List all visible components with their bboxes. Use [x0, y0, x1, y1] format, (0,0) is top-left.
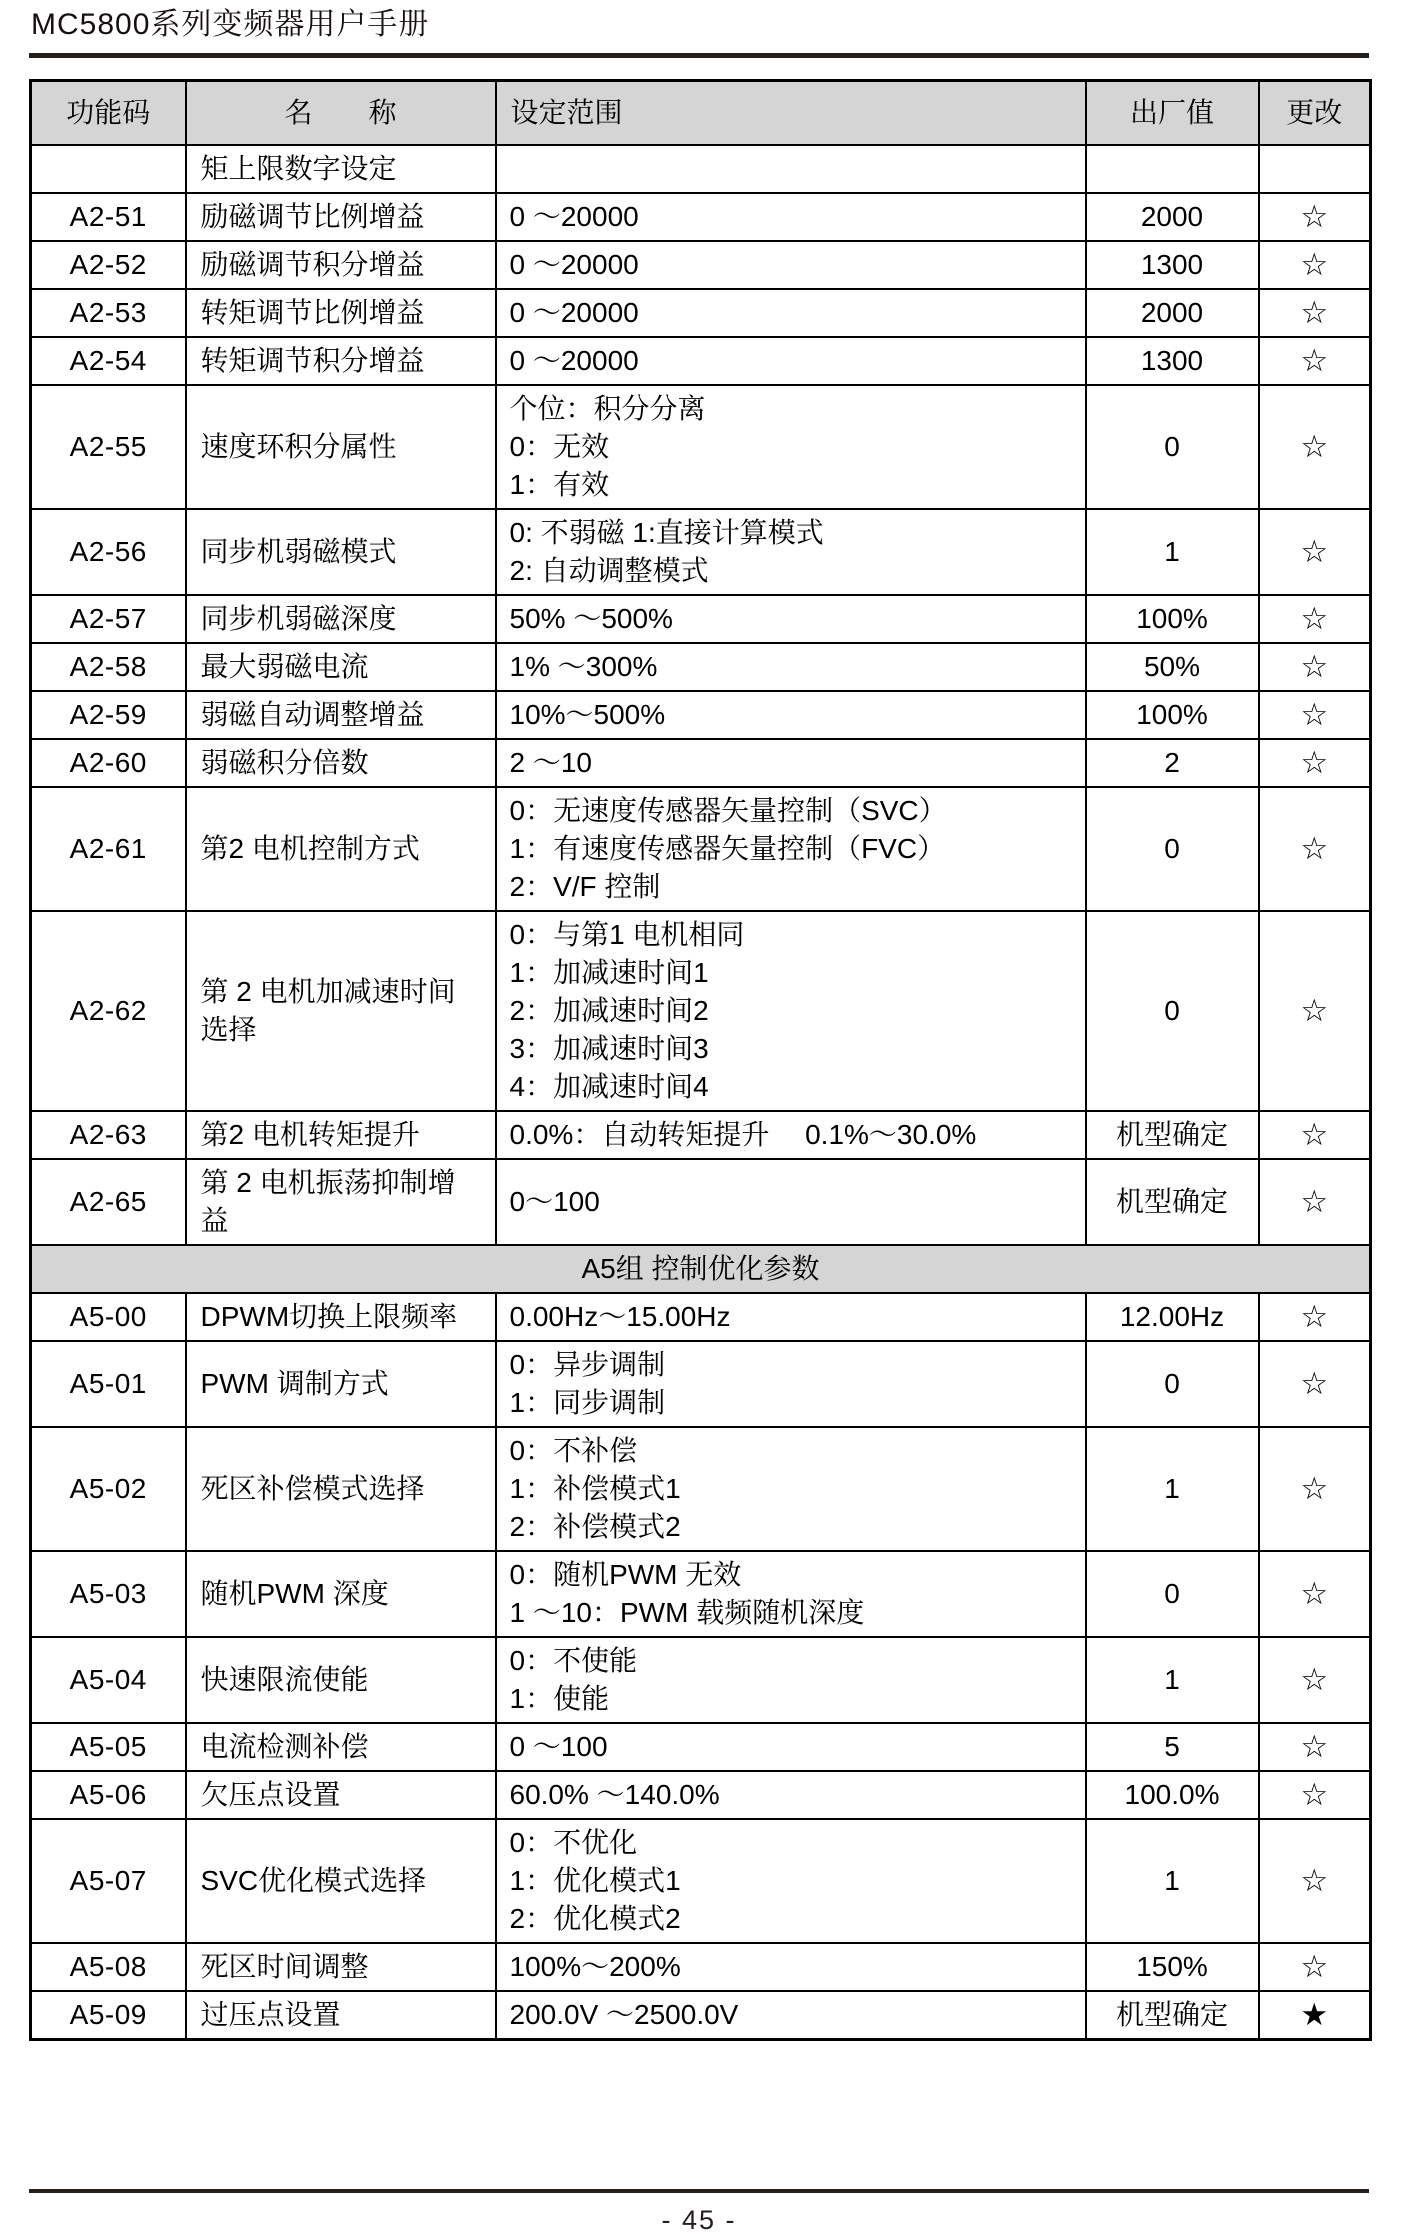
setting-range-cell — [496, 1293, 1086, 1341]
table-row — [31, 643, 1371, 691]
modify-flag-cell: ☆ — [1259, 1427, 1371, 1551]
section-header-label: A5组 控制优化参数 — [31, 1245, 1371, 1293]
table-row — [31, 739, 1371, 787]
setting-range-cell — [496, 1341, 1086, 1427]
function-code-cell: A5-08 — [31, 1943, 186, 1991]
default-value-cell: 0 — [1086, 1551, 1259, 1637]
table-row — [31, 911, 1371, 1111]
param-name-cell: 第2 电机转矩提升 — [186, 1111, 496, 1159]
default-value-cell: 0 — [1086, 1341, 1259, 1427]
setting-range-cell — [496, 241, 1086, 289]
table-row — [31, 1943, 1371, 1991]
range-line: 0～100 — [509, 1186, 600, 1217]
table-row — [31, 385, 1371, 509]
param-name-cell: 电流检测补偿 — [186, 1723, 496, 1771]
range-line: 200.0V ～2500.0V — [509, 1999, 739, 2030]
function-code-cell: A5-04 — [31, 1637, 186, 1723]
table-row — [31, 193, 1371, 241]
function-code-cell: A2-52 — [31, 241, 186, 289]
header-function-code: 功能码 — [31, 81, 186, 146]
modify-flag-cell: ☆ — [1259, 1771, 1371, 1819]
default-value-cell: 100.0% — [1086, 1771, 1259, 1819]
setting-range-cell — [496, 1637, 1086, 1723]
default-value-cell: 50% — [1086, 643, 1259, 691]
param-name-cell: 励磁调节积分增益 — [186, 241, 496, 289]
modify-flag-cell: ☆ — [1259, 595, 1371, 643]
setting-range-cell — [496, 691, 1086, 739]
setting-range-cell — [496, 1771, 1086, 1819]
function-code-cell: A2-63 — [31, 1111, 186, 1159]
modify-flag-cell: ☆ — [1259, 509, 1371, 595]
table-row — [31, 1723, 1371, 1771]
default-value-cell: 100% — [1086, 595, 1259, 643]
param-name-cell: 速度环积分属性 — [186, 385, 496, 509]
modify-flag-cell: ☆ — [1259, 643, 1371, 691]
default-value-cell: 1 — [1086, 1637, 1259, 1723]
range-line: 0：无效 — [509, 431, 610, 462]
modify-flag-cell: ☆ — [1259, 1341, 1371, 1427]
param-name-cell: 弱磁积分倍数 — [186, 739, 496, 787]
range-line: 0.0%：自动转矩提升 0.1%～30.0% — [509, 1119, 977, 1150]
range-line: 0：不优化 — [509, 1827, 638, 1858]
header-setting-range: 设定范围 — [496, 81, 1086, 146]
table-row — [31, 787, 1371, 911]
range-line: 0：异步调制 — [509, 1349, 666, 1380]
table-row — [31, 509, 1371, 595]
setting-range-cell — [496, 289, 1086, 337]
table-row — [31, 1637, 1371, 1723]
default-value-cell: 2 — [1086, 739, 1259, 787]
manual-page — [29, 0, 1369, 2236]
range-line: 0：随机PWM 无效 — [509, 1559, 742, 1590]
table-row — [31, 1427, 1371, 1551]
default-value-cell: 0 — [1086, 385, 1259, 509]
range-line: 1：同步调制 — [509, 1387, 666, 1418]
setting-range-cell — [496, 643, 1086, 691]
range-line: 2：加减速时间2 — [509, 995, 709, 1026]
table-row — [31, 241, 1371, 289]
default-value-cell: 0 — [1086, 787, 1259, 911]
function-code-cell: A2-56 — [31, 509, 186, 595]
param-name-cell: 最大弱磁电流 — [186, 643, 496, 691]
modify-flag-cell: ☆ — [1259, 911, 1371, 1111]
table-row — [31, 1111, 1371, 1159]
param-name-cell: 快速限流使能 — [186, 1637, 496, 1723]
function-code-cell: A2-57 — [31, 595, 186, 643]
param-name-cell: 第 2 电机振荡抑制增益 — [186, 1159, 496, 1245]
setting-range-cell — [496, 787, 1086, 911]
setting-range-cell — [496, 595, 1086, 643]
function-code-cell: A5-01 — [31, 1341, 186, 1427]
setting-range-cell — [496, 337, 1086, 385]
function-code-cell: A2-54 — [31, 337, 186, 385]
modify-flag-cell: ☆ — [1259, 787, 1371, 911]
default-value-cell: 2000 — [1086, 193, 1259, 241]
param-name-cell: 转矩调节积分增益 — [186, 337, 496, 385]
modify-flag-cell: ☆ — [1259, 1293, 1371, 1341]
default-value-cell: 1300 — [1086, 337, 1259, 385]
page-number: - 45 - — [661, 2205, 737, 2235]
param-name-cell: 弱磁自动调整增益 — [186, 691, 496, 739]
table-row — [31, 691, 1371, 739]
param-name-cell: 励磁调节比例增益 — [186, 193, 496, 241]
range-line: 1：有速度传感器矢量控制（FVC） — [509, 833, 946, 864]
modify-flag-cell: ☆ — [1259, 1551, 1371, 1637]
table-row — [31, 595, 1371, 643]
setting-range-cell — [496, 1991, 1086, 2040]
default-value-cell: 1 — [1086, 1819, 1259, 1943]
param-name-cell: 同步机弱磁模式 — [186, 509, 496, 595]
param-name-cell: 死区时间调整 — [186, 1943, 496, 1991]
range-line: 50% ～500% — [509, 603, 673, 634]
setting-range-cell — [496, 739, 1086, 787]
param-name-cell: 随机PWM 深度 — [186, 1551, 496, 1637]
setting-range-cell — [496, 1159, 1086, 1245]
function-code-cell: A5-05 — [31, 1723, 186, 1771]
param-name-cell: 死区补偿模式选择 — [186, 1427, 496, 1551]
modify-flag-cell — [1259, 145, 1371, 193]
function-code-cell: A5-07 — [31, 1819, 186, 1943]
range-line: 0：无速度传感器矢量控制（SVC） — [509, 795, 947, 826]
default-value-cell: 150% — [1086, 1943, 1259, 1991]
modify-flag-cell: ☆ — [1259, 193, 1371, 241]
function-code-cell: A2-62 — [31, 911, 186, 1111]
range-line: 1% ～300% — [509, 651, 658, 682]
default-value-cell: 0 — [1086, 911, 1259, 1111]
range-line: 4：加减速时间4 — [509, 1071, 709, 1102]
table-body — [31, 145, 1371, 2040]
function-code-cell: A5-03 — [31, 1551, 186, 1637]
function-code-cell: A2-60 — [31, 739, 186, 787]
modify-flag-cell: ☆ — [1259, 1819, 1371, 1943]
setting-range-cell — [496, 193, 1086, 241]
header-name: 名 称 — [186, 81, 496, 146]
param-name-cell: 欠压点设置 — [186, 1771, 496, 1819]
range-line: 0 ～20000 — [509, 249, 639, 280]
param-name-cell: 第2 电机控制方式 — [186, 787, 496, 911]
range-line: 0 ～100 — [509, 1731, 608, 1762]
setting-range-cell — [496, 145, 1086, 193]
modify-flag-cell: ☆ — [1259, 1637, 1371, 1723]
function-code-cell: A5-02 — [31, 1427, 186, 1551]
modify-flag-cell: ☆ — [1259, 1723, 1371, 1771]
range-line: 1：有效 — [509, 469, 610, 500]
header-factory-value: 出厂值 — [1086, 81, 1259, 146]
default-value-cell: 机型确定 — [1086, 1159, 1259, 1245]
function-code-cell: A5-06 — [31, 1771, 186, 1819]
range-line: 1 ～10：PWM 载频随机深度 — [509, 1597, 865, 1628]
range-line: 0.00Hz～15.00Hz — [509, 1301, 731, 1332]
range-line: 3：加减速时间3 — [509, 1033, 709, 1064]
default-value-cell — [1086, 145, 1259, 193]
table-row — [31, 289, 1371, 337]
modify-flag-cell: ☆ — [1259, 691, 1371, 739]
param-name-cell: DPWM切换上限频率 — [186, 1293, 496, 1341]
header-modify: 更改 — [1259, 81, 1371, 146]
range-line: 0：不补偿 — [509, 1435, 638, 1466]
range-line: 0：不使能 — [509, 1645, 638, 1676]
param-name-cell: 第 2 电机加减速时间选择 — [186, 911, 496, 1111]
table-row — [31, 1341, 1371, 1427]
parameter-table — [29, 79, 1372, 2041]
modify-flag-cell: ☆ — [1259, 739, 1371, 787]
modify-flag-cell: ☆ — [1259, 289, 1371, 337]
param-name-cell: PWM 调制方式 — [186, 1341, 496, 1427]
table-row — [31, 1819, 1371, 1943]
table-row — [31, 1991, 1371, 2040]
function-code-cell: A2-55 — [31, 385, 186, 509]
function-code-cell: A5-00 — [31, 1293, 186, 1341]
table-row — [31, 1551, 1371, 1637]
footer-rule — [29, 2189, 1369, 2193]
range-line: 2：优化模式2 — [509, 1903, 681, 1934]
default-value-cell: 12.00Hz — [1086, 1293, 1259, 1341]
setting-range-cell — [496, 1723, 1086, 1771]
range-line: 100%～200% — [509, 1951, 681, 1982]
range-line: 0: 不弱磁 1:直接计算模式 — [509, 517, 824, 548]
param-name-cell: 同步机弱磁深度 — [186, 595, 496, 643]
modify-flag-cell: ★ — [1259, 1991, 1371, 2040]
function-code-cell: A2-51 — [31, 193, 186, 241]
function-code-cell — [31, 145, 186, 193]
function-code-cell: A2-65 — [31, 1159, 186, 1245]
modify-flag-cell: ☆ — [1259, 1111, 1371, 1159]
modify-flag-cell: ☆ — [1259, 1943, 1371, 1991]
function-code-cell: A5-09 — [31, 1991, 186, 2040]
range-line: 0 ～20000 — [509, 345, 639, 376]
range-line: 2：V/F 控制 — [509, 871, 661, 902]
setting-range-cell — [496, 385, 1086, 509]
setting-range-cell — [496, 1111, 1086, 1159]
default-value-cell: 100% — [1086, 691, 1259, 739]
default-value-cell: 1 — [1086, 1427, 1259, 1551]
range-line: 1：补偿模式1 — [509, 1473, 681, 1504]
doc-title: MC5800系列变频器用户手册 — [31, 8, 430, 41]
param-name-cell: SVC优化模式选择 — [186, 1819, 496, 1943]
setting-range-cell — [496, 1427, 1086, 1551]
range-line: 2: 自动调整模式 — [509, 555, 709, 586]
range-line: 60.0% ～140.0% — [509, 1779, 720, 1810]
default-value-cell: 机型确定 — [1086, 1991, 1259, 2040]
function-code-cell: A2-61 — [31, 787, 186, 911]
table-row — [31, 337, 1371, 385]
default-value-cell: 1 — [1086, 509, 1259, 595]
setting-range-cell — [496, 1819, 1086, 1943]
modify-flag-cell: ☆ — [1259, 385, 1371, 509]
default-value-cell: 5 — [1086, 1723, 1259, 1771]
table-header-row — [31, 81, 1371, 146]
modify-flag-cell: ☆ — [1259, 1159, 1371, 1245]
setting-range-cell — [496, 911, 1086, 1111]
range-line: 1：优化模式1 — [509, 1865, 681, 1896]
default-value-cell: 2000 — [1086, 289, 1259, 337]
modify-flag-cell: ☆ — [1259, 337, 1371, 385]
section-header-row — [31, 1245, 1371, 1293]
table-row — [31, 1771, 1371, 1819]
table-row — [31, 1159, 1371, 1245]
setting-range-cell — [496, 1943, 1086, 1991]
range-line: 1：使能 — [509, 1683, 610, 1714]
title-rule — [29, 53, 1369, 58]
param-name-cell: 矩上限数字设定 — [186, 145, 496, 193]
range-line: 0 ～20000 — [509, 201, 639, 232]
range-line: 2 ～10 — [509, 747, 592, 778]
range-line: 个位：积分分离 — [509, 393, 706, 424]
function-code-cell: A2-58 — [31, 643, 186, 691]
modify-flag-cell: ☆ — [1259, 241, 1371, 289]
range-line: 1：加减速时间1 — [509, 957, 709, 988]
param-name-cell: 转矩调节比例增益 — [186, 289, 496, 337]
function-code-cell: A2-53 — [31, 289, 186, 337]
range-line: 0 ～20000 — [509, 297, 639, 328]
table-row — [31, 1293, 1371, 1341]
setting-range-cell — [496, 1551, 1086, 1637]
range-line: 10%～500% — [509, 699, 666, 730]
range-line: 0：与第1 电机相同 — [509, 919, 745, 950]
range-line: 2：补偿模式2 — [509, 1511, 681, 1542]
setting-range-cell — [496, 509, 1086, 595]
default-value-cell: 1300 — [1086, 241, 1259, 289]
function-code-cell: A2-59 — [31, 691, 186, 739]
param-name-cell: 过压点设置 — [186, 1991, 496, 2040]
table-row — [31, 145, 1371, 193]
default-value-cell: 机型确定 — [1086, 1111, 1259, 1159]
